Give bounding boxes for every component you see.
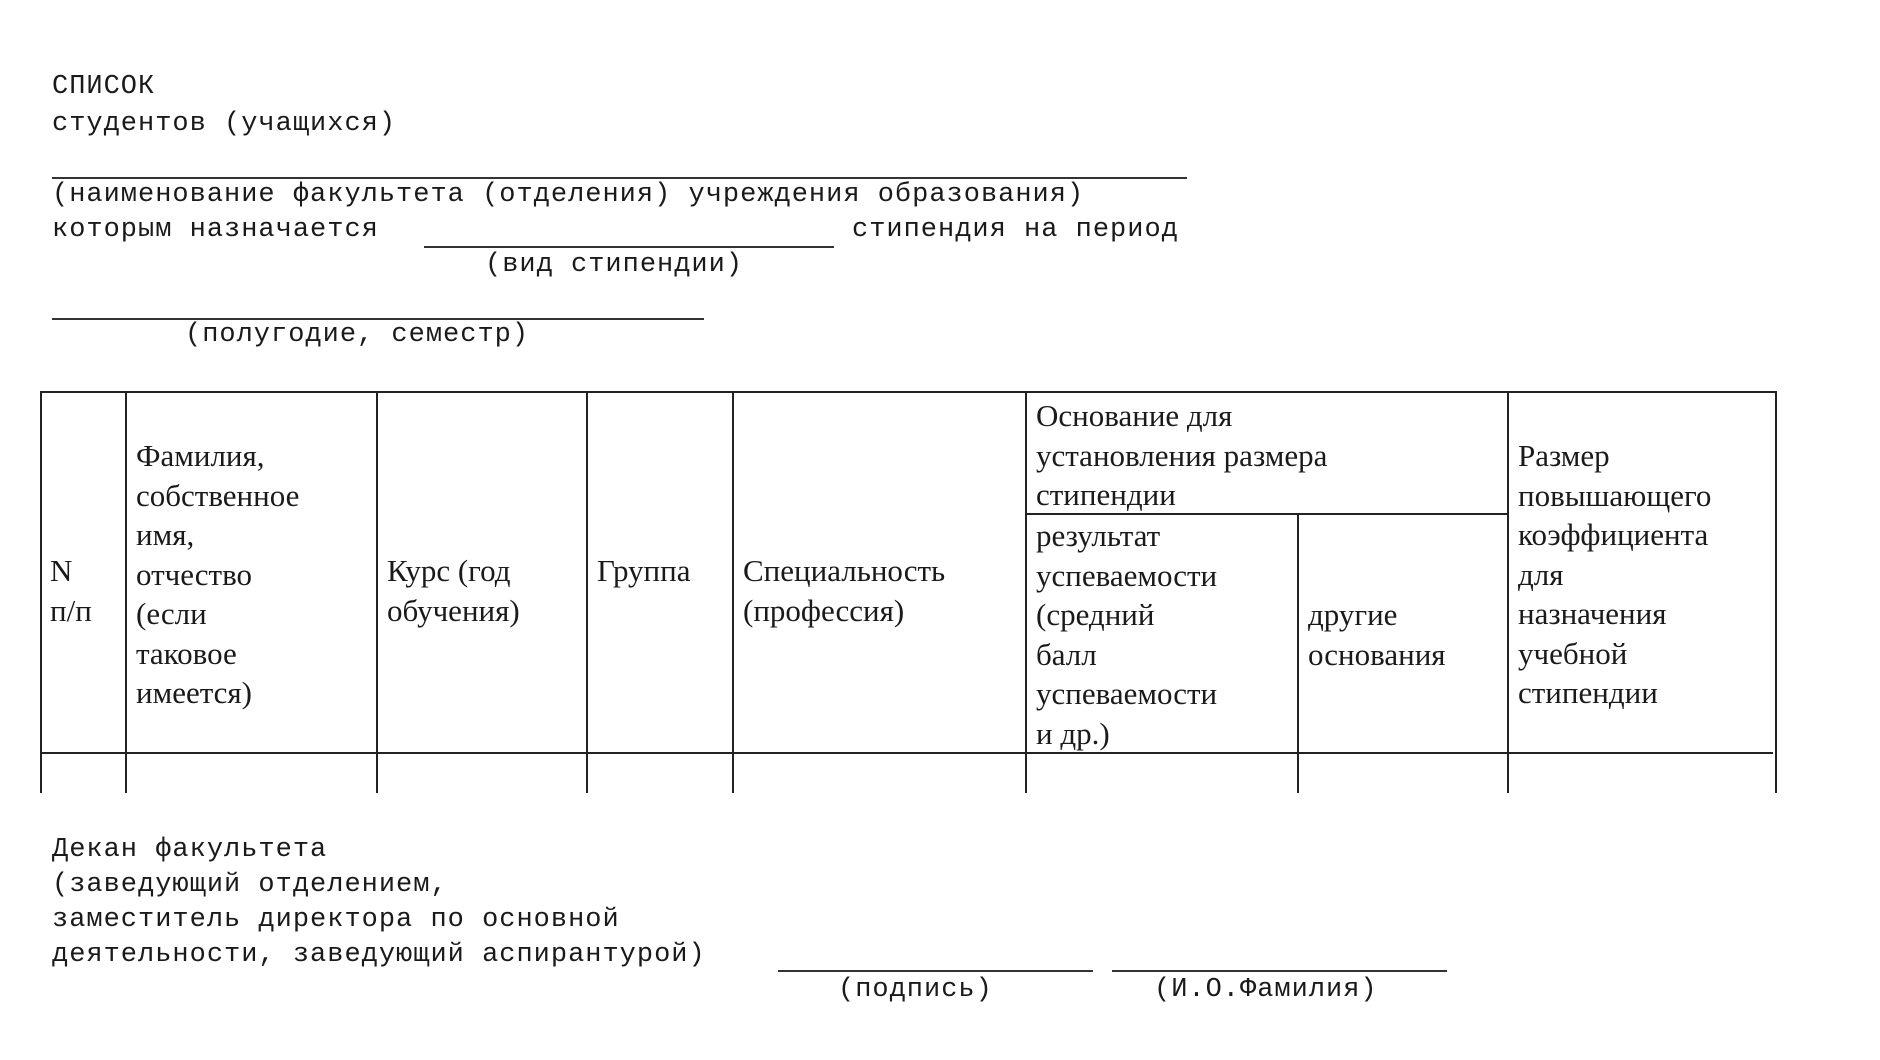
table-col-divider [1507,393,1509,793]
signature-blank-line [778,970,1093,972]
col-header-group: Группа [597,553,691,588]
col-header-name: Фамилия, собственное имя, отчество (если таковое имеется) [136,438,300,710]
students-table [40,391,1777,793]
table-col-divider [376,393,378,793]
table-col-divider [586,393,588,793]
col-header-number: N п/п [50,553,92,628]
col-header-specialty: Специальность (профессия) [743,553,946,628]
col-header-coefficient: Размер повышающего коэффициента для назначения учебной стипендии [1518,438,1712,710]
scholarship-type-caption: (вид стипендии) [485,250,744,280]
table-header-bottom [40,752,1773,754]
signature-caption: (подпись) [838,975,993,1005]
signer-title-line: заместитель директора по основной [52,905,620,935]
period-caption: (полугодие, семестр) [185,320,530,350]
table-col-divider [1025,393,1027,793]
assigned-suffix: стипендия на период [852,215,1179,245]
col-header-basis-results: результат успеваемости (средний балл успеваемости и др.) [1036,518,1218,751]
name-blank-line [1112,970,1447,972]
col-header-basis-other: другие основания [1308,597,1446,672]
col-header-basis: Основание для установления размера стипендии [1036,398,1328,512]
faculty-caption: (наименование факультета (отделения) учреждения образования) [52,180,1085,210]
document-title: СПИСОК [52,72,156,102]
signer-title-line: деятельности, заведующий аспирантурой) [52,940,706,970]
assigned-prefix: которым назначается [52,215,379,245]
signer-title-line: (заведующий отделением, [52,870,448,900]
table-col-divider [125,393,127,793]
table-col-divider [732,393,734,793]
signer-title-line: Декан факультета [52,835,328,865]
col-header-course: Курс (год обучения) [387,553,520,628]
name-caption: (И.О.Фамилия) [1154,975,1378,1005]
document-subtitle: студентов (учащихся) [52,109,397,139]
